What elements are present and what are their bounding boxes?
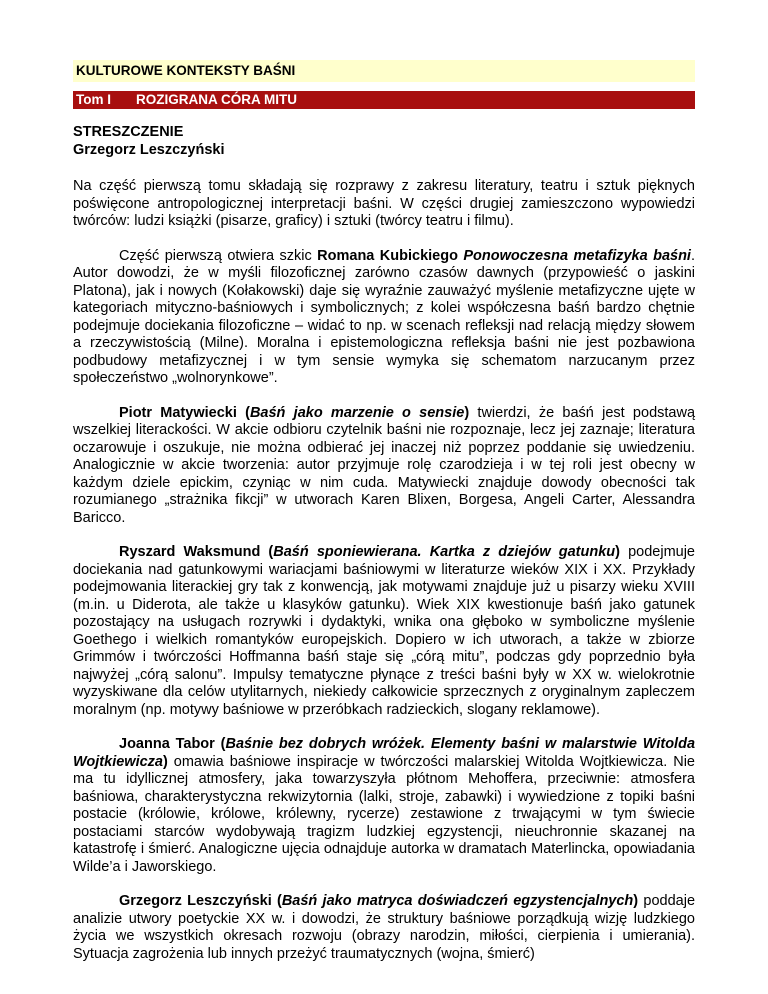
work-title: Ponowoczesna metafizyka baśni [463, 247, 691, 264]
author-name: Joanna Tabor [119, 736, 215, 752]
document-page [73, 60, 695, 963]
author-name: Romana Kubickiego [317, 247, 458, 264]
paren-close: ) [464, 404, 470, 421]
paragraph-waksmund [73, 544, 695, 719]
volume-title: ROZIGRANA CÓRA MITU [136, 92, 297, 107]
intro-paragraph: Na część pierwszą tomu składają się rozprawy z zakresu literatury, teatru i sztuk pięknych poświęcone antropologicznej interpretacji baśni. W części drugiej zamieszczono wypowiedzi twórców: ludzi książki (pisarze, graficy) i sztuki (twórcy teatru i filmu). [73, 178, 695, 229]
paren-open: ( [260, 544, 274, 560]
paragraph-tabor [73, 736, 695, 876]
paragraph-leszczynski [73, 893, 695, 963]
author-name: Grzegorz Leszczyński [119, 893, 272, 909]
paren-open: ( [214, 736, 226, 752]
work-title: Baśnie bez dobrych wróżek. Elementy baśni w malarstwie Witolda Wojtkiewicza [73, 736, 696, 770]
author-name: Piotr Matywiecki [119, 404, 237, 421]
paragraph-text: podejmuje dociekania nad gatunkowymi wariacjami baśniowymi w literaturze wieków XIX i XX. Przykłady podejmowania literackiej gry tak z konwencją, jak motywami znajduje już u pisarzy wieku XVIII (m.in. u Diderota, ale także u klasyków gatunku). Wiek XIX kwestionuje baśń jako gatunek pozostający na usługach rozrywki i dydaktyki, wnika ona głęboko w symboliczne myślenie Goethego i wielkich romantyków europejskich. Dopiero w ich utworach, a także w zbiorze Grimmów i twórczości Hoffmanna baśń staje się „córą mitu”, podczas gdy poprzednio była najwyżej „córą salonu”. Impulsy tematyczne płynące z treści baśni były w XX w. wielokrotnie wyzyskiwane dla celów utylitarnych, niekiedy całkowicie sprzecznych z oryginalnym zapleczem moralnym (np. motywy baśniowe w przeróbkach radzieckich, slogany reklamowe). [73, 544, 695, 718]
paragraph-text: . Autor dowodzi, że w myśli filozoficznej zarówno czasów dawnych (przypowieść o jaskini Platona), jak i nowych (Kołakowski) daje się wyraźnie zauważyć myślenie metafizyczne ujęte w kategoriach mityczno-baśniowych i symbolicznych; z kolei współczesna baśń bardzo chętnie podejmuje dociekania filozoficzne – widać to np. w scenach refleksji nad relacją między słowem a rzeczywistością (Milne). Moralna i epistemologiczna refleksja baśni nie jest pozbawiona podbudowy metafizycznej i w tym sensie wymyka się schematom narzucanym przez społeczeństwo „wolnorynkowe”. [73, 247, 695, 386]
series-title-banner: KULTUROWE KONTEKSTY BAŚNI [73, 60, 695, 82]
paragraph-text: omawia baśniowe inspiracje w twórczości malarskiej Witolda Wojtkiewicza. Nie ma tu idyllicznej atmosfery, jaka towarzyszyła płótnom Mehoffera, przeciwnie: atmosfera baśniowa, charakterystyczna rekwizytornia (lalki, stroje, zabawki) i wywiedzione z topiki baśni postacie (królowie, królowe, królewny, rycerze) zestawione z trwającymi w tym świecie postaciami starców wydobywają tragizm ludzkiej egzystencji, nieuchronnie skazanej na katastrofę i śmierć. Analogiczne ujęcia odnajduje autorka w dramatach Materlincka, opowiadania Wilde’a i Jaworskiego. [73, 753, 695, 875]
summary-heading: STRESZCZENIE [73, 124, 184, 140]
paren-close: ) [633, 893, 639, 909]
paragraph-text: twierdzi, że baśń jest podstawą wszelkiej literackości. W akcie odbioru czytelnik baśni nie rozpoznaje, lecz jej zaznaje; literatura oczarowuje i oszukuje, nie można odbierać jej inaczej niż poprzez poddanie się uwiedzeniu. Analogicznie w akcie tworzenia: autor przyjmuje rolę czarodzieja i w tej roli jest obecny w każdym dziele epickim, czyniąc w nim cuda. Matywiecki znajduje dowody obecności tak rozumianego „strażnika fikcji” w utworach Karen Blixen, Borgesa, Angeli Carter, Alessandra Baricco. [73, 404, 696, 526]
volume-label: Tom I [76, 92, 111, 107]
paragraph-kubicki [73, 248, 695, 388]
paren-close: ) [615, 544, 620, 560]
paragraph-matywiecki [73, 405, 695, 528]
author-name: Ryszard Waksmund [119, 544, 261, 560]
paragraph-text: poddaje analizie utwory poetyckie XX w. i dowodzi, że struktury baśniowe porządkują wizję ludzkiego życia we wszystkich okresach rozwoju (obrazy narodzin, miłości, cierpienia i umierania). Sytuacja zagrożenia lub innych przeżyć traumatycznych (wojna, śmierć) [73, 893, 696, 962]
work-title: Baśń jako marzenie o sensie [249, 404, 465, 421]
work-title: Baśń jako matryca doświadczeń egzystencjalnych [281, 893, 634, 909]
paragraph-lead: Część pierwszą otwiera szkic [119, 247, 318, 264]
summary-author: Grzegorz Leszczyński [73, 142, 225, 158]
paren-open: ( [236, 404, 250, 421]
volume-banner [73, 91, 695, 109]
work-title: Baśń sponiewierana. Kartka z dziejów gatunku [273, 544, 616, 560]
summary-heading-block [73, 123, 695, 159]
paren-close: ) [162, 753, 168, 770]
paren-open: ( [271, 893, 282, 909]
